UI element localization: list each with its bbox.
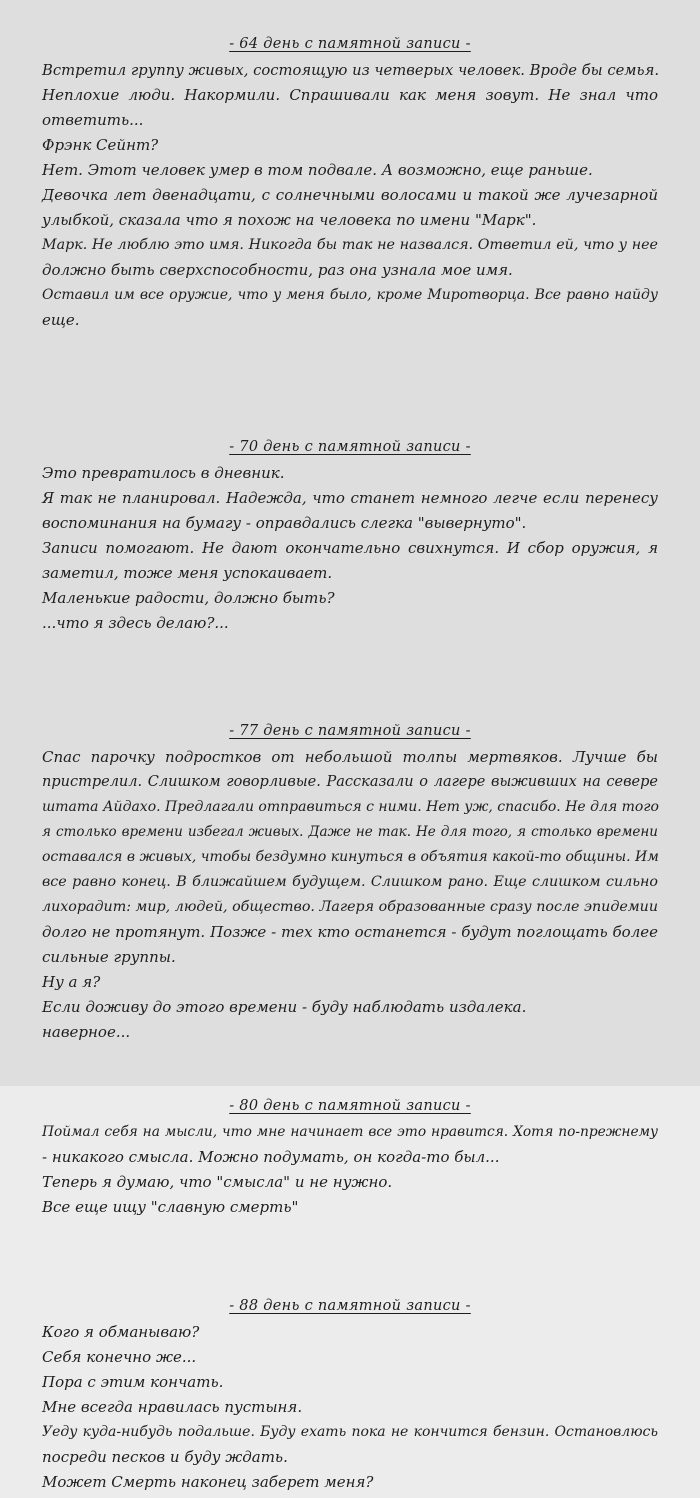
entry-line: Записи помогают. Не дают окончательно свихнутся. И сбор оружия, я [42, 539, 658, 557]
entry-line: еще. [42, 311, 80, 329]
entry-line: Девочка лет двенадцати, с солнечными волосами и такой же лучезарной [42, 186, 658, 204]
entry-heading: - 64 день с памятной записи - [229, 36, 471, 52]
entry-line: Фрэнк Сейнт? [42, 136, 159, 154]
entry-line: Марк. Не люблю это имя. Никогда бы так не назвался. Ответил ей, что у нее [42, 237, 658, 253]
entry-body [42, 58, 658, 333]
entry-line: Маленькие радости, должно быть? [42, 589, 335, 607]
entry-line: все равно конец. В ближайшем будущем. Слишком рано. Еще слишком сильно [42, 874, 658, 890]
entry-line: Уеду куда-нибудь подальше. Буду ехать пока не кончится бензин. Остановлюсь [42, 1424, 658, 1440]
entry-line: посреди песков и буду ждать. [42, 1448, 288, 1466]
entry-line: Если доживу до этого времени - буду наблюдать издалека. [42, 998, 527, 1016]
entry-line: оставался в живых, чтобы бездумно кинуться в объятия какой-то общины. Им [42, 849, 659, 865]
entry-line: лихорадит: мир, людей, общество. Лагеря образованные сразу после эпидемии [42, 899, 658, 915]
entry-line: Теперь я думаю, что "смысла" и не нужно. [42, 1173, 393, 1191]
entry-line: Я так не планировал. Надежда, что станет немного легче если перенесу [42, 489, 658, 507]
entry-line: Кого я обманываю? [42, 1323, 200, 1341]
entry-heading: - 77 день с памятной записи - [229, 723, 471, 739]
diary-entry [42, 1096, 658, 1220]
entry-line: должно быть сверхспособности, раз она узнала мое имя. [42, 261, 513, 279]
entry-heading: - 80 день с памятной записи - [229, 1098, 471, 1114]
diary-entry [42, 34, 658, 333]
entry-heading: - 70 день с памятной записи - [229, 439, 471, 455]
entry-line: ответить... [42, 111, 144, 129]
entry-line: Все еще ищу "славную смерть" [42, 1198, 299, 1216]
entry-line: долго не протянут. Позже - тех кто останется - будут поглощать более [42, 923, 658, 941]
entry-line: Поймал себя на мысли, что мне начинает все это нравится. Хотя по-прежнему [42, 1124, 658, 1140]
entry-line: я столько времени избегал живых. Даже не так. Не для того, я столько времени [42, 824, 658, 840]
entry-line: Оставил им все оружие, что у меня было, кроме Миротворца. Все равно найду [42, 287, 658, 303]
entry-line: Пора с этим кончать. [42, 1373, 224, 1391]
entry-heading: - 88 день с памятной записи - [229, 1298, 471, 1314]
diary-entry [42, 437, 658, 636]
entry-line: наверное... [42, 1023, 131, 1041]
diary-entry [42, 721, 658, 1045]
entry-line: - никакого смысла. Можно подумать, он когда-то был... [42, 1148, 500, 1166]
entry-body [42, 745, 658, 1045]
entry-line: улыбкой, сказала что я похож на человека по имени "Марк". [42, 211, 537, 229]
entry-line: Это превратилось в дневник. [42, 464, 285, 482]
entry-body [42, 1120, 658, 1220]
entry-line: Встретил группу живых, состоящую из четверых человек. Вроде бы семья. [42, 62, 660, 79]
entry-body [42, 461, 658, 636]
entry-line: Себя конечно же... [42, 1348, 197, 1366]
diary-entry [42, 1296, 658, 1495]
entry-line: пристрелил. Слишком говорливые. Рассказали о лагере выживших на севере [42, 774, 658, 790]
entry-body [42, 1320, 658, 1495]
entry-line: ...что я здесь делаю?... [42, 614, 229, 632]
entry-line: заметил, тоже меня успокаивает. [42, 564, 333, 582]
entry-line: Может Смерть наконец заберет меня? [42, 1473, 374, 1491]
entry-line: Ну а я? [42, 973, 101, 991]
entry-line: сильные группы. [42, 948, 176, 966]
entry-line: Спас парочку подростков от небольшой толпы мертвяков. Лучше бы [42, 748, 658, 766]
entry-line: Мне всегда нравилась пустыня. [42, 1398, 303, 1416]
entry-line: Нет. Этот человек умер в том подвале. А возможно, еще раньше. [42, 161, 593, 179]
entry-line: воспоминания на бумагу - оправдались слегка "вывернуто". [42, 514, 527, 532]
entry-line: Неплохие люди. Накормили. Спрашивали как меня зовут. Не знал что [42, 86, 658, 104]
entry-line: штата Айдахо. Предлагали отправиться с ними. Нет уж, спасибо. Не для того [42, 799, 659, 815]
